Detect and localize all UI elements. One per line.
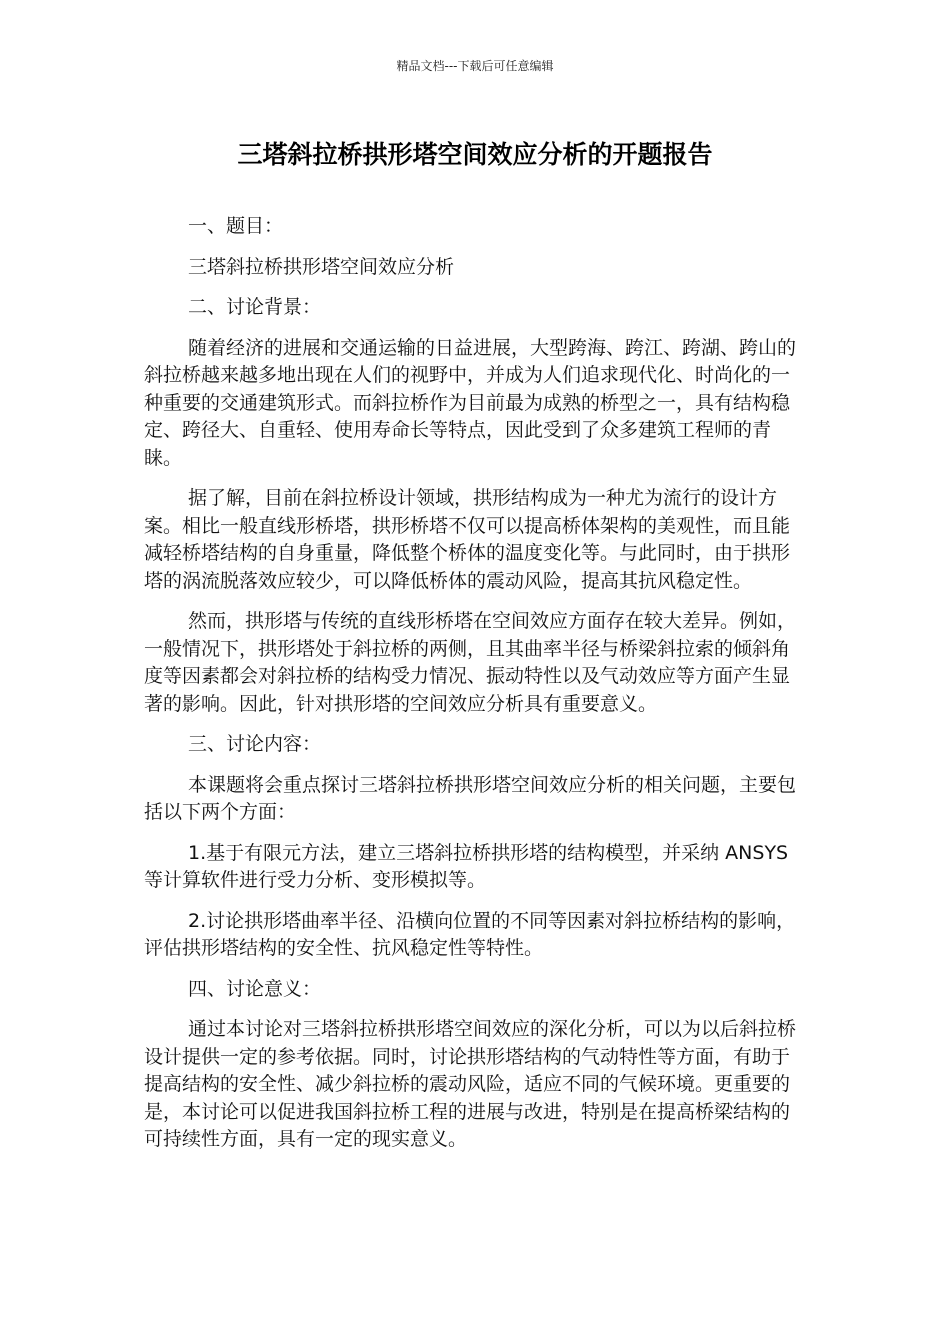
page-header: 精品文档---下载后可任意编辑 <box>396 59 554 73</box>
section-heading-topic: 一、题目： <box>188 215 284 237</box>
document-title: 三塔斜拉桥拱形塔空间效应分析的开题报告 <box>237 140 713 169</box>
section-heading-content: 三、讨论内容： <box>188 733 322 755</box>
content-paragraph: 本课题将会重点探讨三塔斜拉桥拱形塔空间效应分析的相关问题，主要包括以下两个方面： <box>144 773 797 823</box>
background-paragraph: 据了解，目前在斜拉桥设计领域，拱形结构成为一种尤为流行的设计方案。相比一般直线形桥塔，拱形桥塔不仅可以提高桥体架构的美观性，而且能减轻桥塔结构的自身重量，降低整个桥体的温度变化等。与此同时，由于拱形塔的涡流脱落效应较少，可以降低桥体的震动风险，提高其抗风稳定性。 <box>144 487 791 592</box>
content-list-item: 2.讨论拱形塔曲率半径、沿横向位置的不同等因素对斜拉桥结构的影响，评估拱形塔结构的安全性、抗风稳定性等特性。 <box>144 909 796 959</box>
content-list-item: 1.基于有限元方法，建立三塔斜拉桥拱形塔的结构模型，并采纳 ANSYS 等计算软件进行受力分析、变形模拟等。 <box>144 841 789 891</box>
background-paragraph: 然而，拱形塔与传统的直线形桥塔在空间效应方面存在较大差异。例如，一般情况下，拱形塔处于斜拉桥的两侧，且其曲率半径与桥梁斜拉索的倾斜角度等因素都会对斜拉桥的结构受力情况、振动特性以及气动效应等方面产生显著的影响。因此，针对拱形塔的空间效应分析具有重要意义。 <box>144 610 797 715</box>
topic-text: 三塔斜拉桥拱形塔空间效应分析 <box>188 255 455 278</box>
section-heading-significance: 四、讨论意义： <box>188 977 322 1000</box>
significance-paragraph: 通过本讨论对三塔斜拉桥拱形塔空间效应的深化分析，可以为以后斜拉桥设计提供一定的参考依据。同时，讨论拱形塔结构的气动特性等方面，有助于提高结构的安全性、减少斜拉桥的震动风险，适应不同的气候环境。更重要的是，本讨论可以促进我国斜拉桥工程的进展与改进，特别是在提高桥梁结构的可持续性方面，具有一定的现实意义。 <box>144 1018 797 1150</box>
background-paragraph: 随着经济的进展和交通运输的日益进展，大型跨海、跨江、跨湖、跨山的斜拉桥越来越多地出现在人们的视野中，并成为人们追求现代化、时尚化的一种重要的交通建筑形式。而斜拉桥作为目前最为成熟的桥型之一，具有结构稳定、跨径大、自重轻、使用寿命长等特点，因此受到了众多建筑工程师的青睐。 <box>144 336 797 469</box>
document-body <box>144 213 804 1167</box>
section-heading-background: 二、讨论背景： <box>188 296 322 318</box>
